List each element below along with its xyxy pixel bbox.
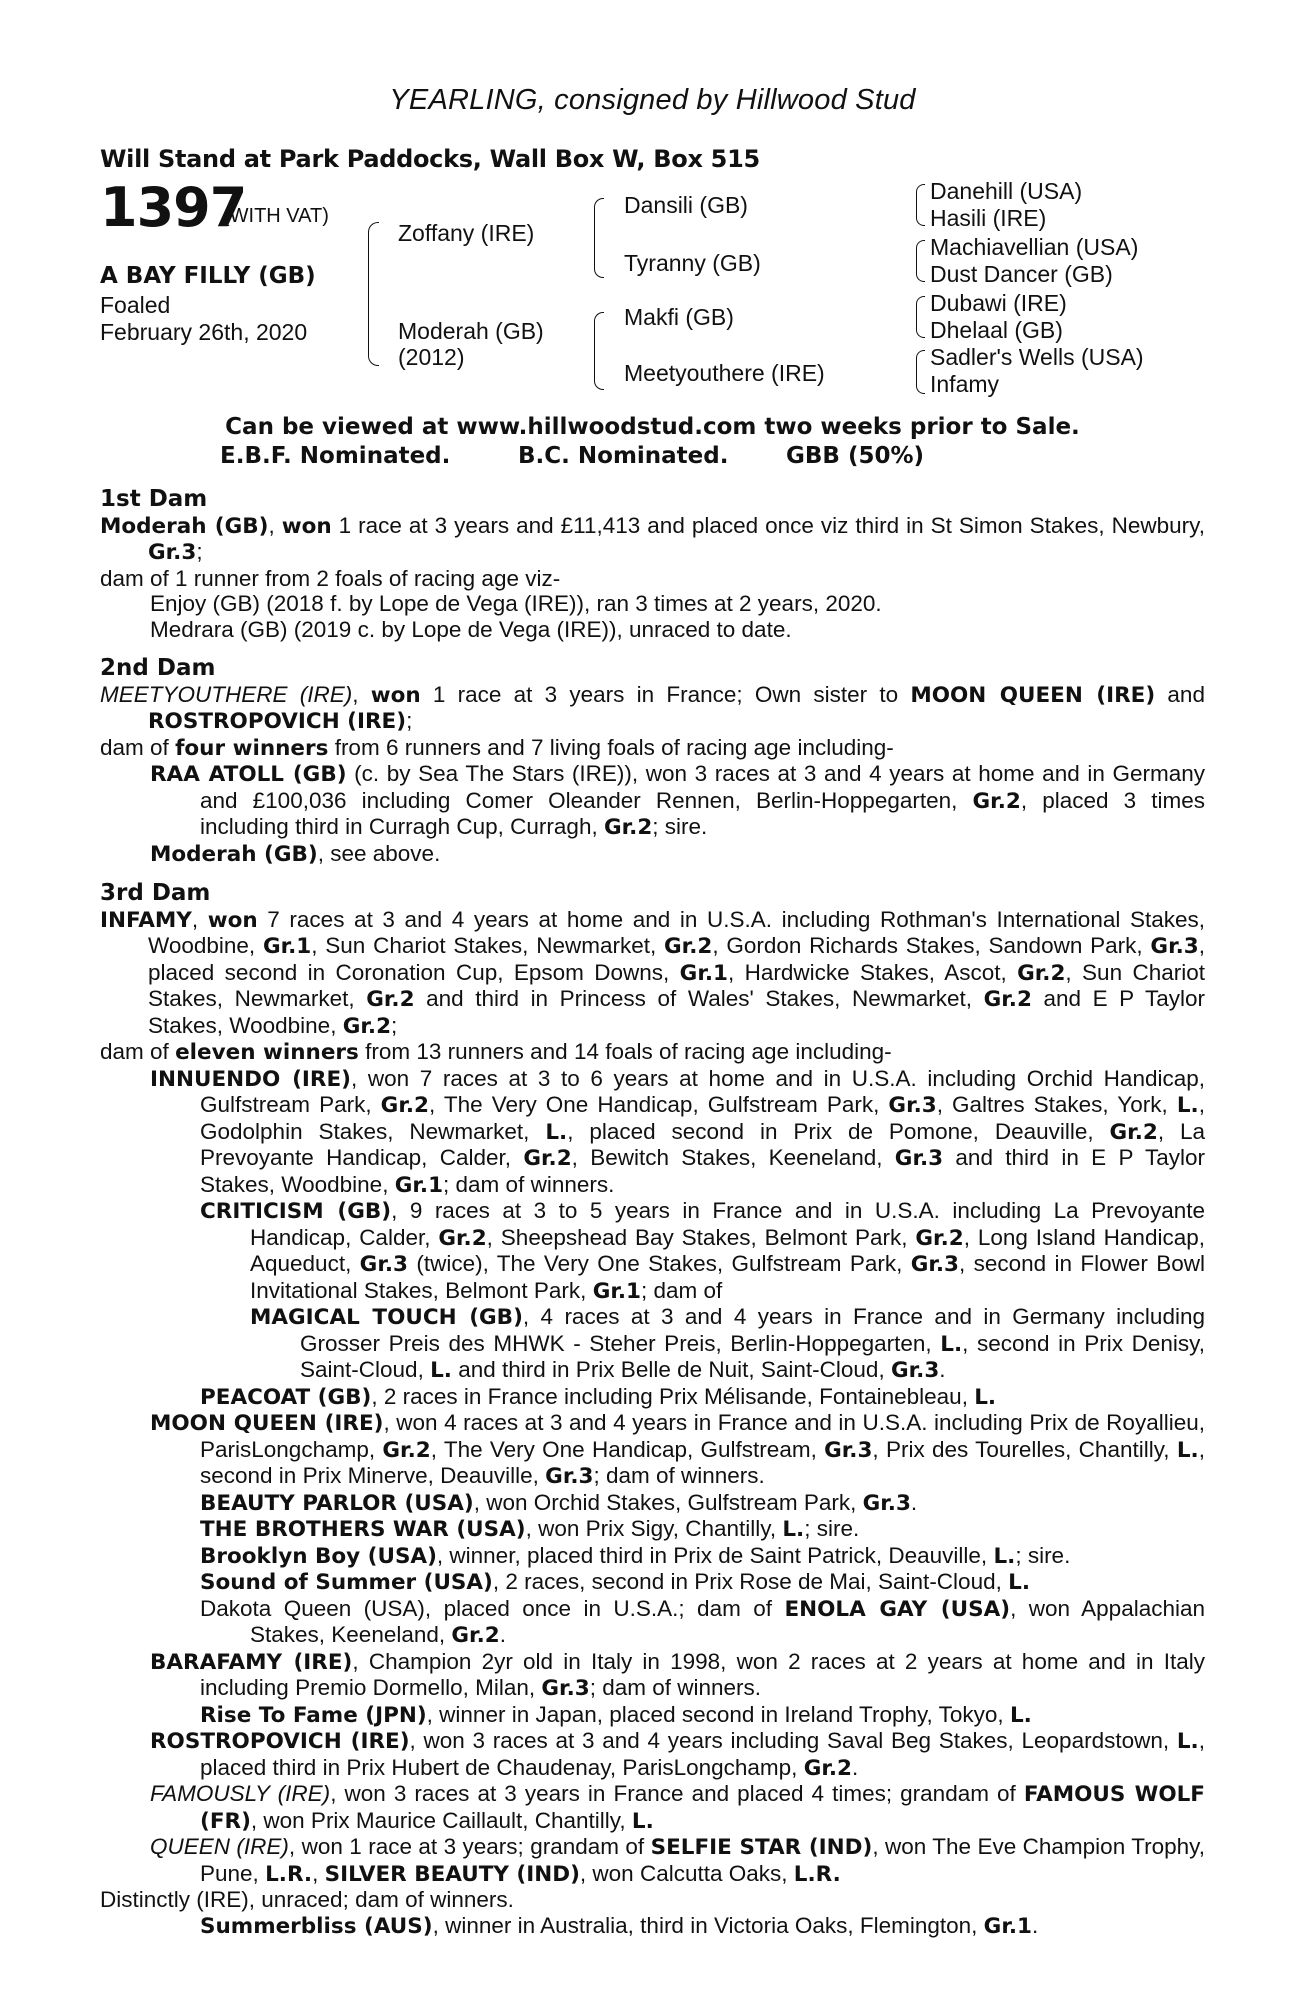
pedigree-sire-sire: Dansili (GB): [624, 192, 748, 218]
text-run: .: [939, 1357, 946, 1382]
bold-text: Gr.3: [890, 1358, 940, 1383]
text-run: , Godolphin Stakes, Newmarket,: [200, 1092, 1205, 1144]
bold-text: four winners: [175, 735, 329, 761]
bold-text: L.: [1009, 1702, 1032, 1728]
text-run: , won Appalachian Stakes, Keeneland,: [250, 1595, 1206, 1647]
bold-text: ROSTROPOVICH (IRE): [148, 709, 407, 734]
bold-text: Gr.1: [262, 934, 312, 959]
text-run: and third in Princess of Wales' Stakes, Newmarket,: [426, 986, 973, 1011]
bold-text: Gr.3: [824, 1437, 873, 1463]
bold-text: MOON QUEEN (IRE): [150, 1411, 384, 1436]
text-run: dam of: [100, 734, 169, 760]
bc-nomination: B.C. Nominated.: [518, 443, 729, 469]
bold-text: L.: [545, 1119, 568, 1145]
italic-text: MEETYOUTHERE (IRE): [100, 681, 353, 707]
text-run: and third in Prix Belle de Nuit, Saint-Cloud,: [458, 1357, 885, 1382]
text-run: , Long Island Handicap, Aqueduct,: [250, 1224, 1205, 1276]
bold-text: L.: [430, 1358, 452, 1383]
text-run: (twice), The Very One Stakes, Gulfstream Park,: [416, 1251, 903, 1276]
bold-text: Gr.2: [342, 1013, 392, 1039]
bold-text: L.R.: [265, 1861, 313, 1887]
text-run: , placed second in Coronation Cup, Epsom Downs,: [148, 933, 1205, 985]
bold-text: RAA ATOLL (GB): [150, 762, 347, 787]
produce-item: Distinctly (IRE), unraced; dam of winners.: [100, 1887, 514, 1912]
text-run: , won Prix Sigy, Chantilly,: [525, 1516, 777, 1541]
bold-text: BARAFAMY (IRE): [150, 1649, 353, 1675]
pedigree-g7: Sadler's Wells (USA): [930, 344, 1144, 370]
bold-text: L.: [631, 1808, 654, 1834]
produce-item: [100, 1781, 1205, 1834]
bold-text: INNUENDO (IRE): [150, 1066, 351, 1092]
viewing-note: Can be viewed at www.hillwoodstud.com two weeks prior to Sale.: [225, 414, 1080, 440]
produce-item: [100, 1516, 1205, 1543]
produce-item: [100, 1702, 1205, 1729]
pedigree-g8: Infamy: [930, 371, 1000, 397]
pedigree-g6: Dhelaal (GB): [930, 317, 1063, 343]
produce-record: [100, 487, 1205, 1939]
produce-item: [100, 1490, 1205, 1517]
text-run: ; sire.: [652, 814, 708, 839]
bold-text: won: [370, 682, 421, 708]
text-run: , The Very One Handicap, Gulfstream Park,: [428, 1092, 880, 1117]
text-run: , won 4 races at 3 and 4 years in France and in U.S.A. including Prix de Royallieu, ParisLongchamp,: [200, 1410, 1205, 1462]
text-run: , Galtres Stakes, York,: [936, 1092, 1168, 1117]
bold-text: Gr.3: [541, 1676, 590, 1701]
bold-text: Gr.3: [545, 1464, 594, 1489]
text-run: , 2 races in France including Prix Mélisande, Fontainebleau,: [371, 1383, 968, 1409]
pedigree-dam-dam: Meetyouthere (IRE): [624, 360, 825, 386]
text-run: , Sheepshead Bay Stakes, Belmont Park,: [486, 1224, 908, 1250]
bold-text: Gr.1: [394, 1172, 444, 1198]
bold-text: FAMOUS WOLF (FR): [200, 1782, 1205, 1834]
bold-text: Sound of Summer (USA): [200, 1570, 493, 1595]
section-second-dam-title: 2nd Dam: [100, 655, 216, 681]
bold-text: L.: [940, 1331, 963, 1357]
pedigree-sire-dam: Tyranny (GB): [624, 250, 761, 276]
bold-text: PEACOAT (GB): [200, 1384, 372, 1410]
text-run: , won 3 races at 3 and 4 years including Saval Beg Stakes, Leopardstown,: [409, 1728, 1170, 1753]
produce-item: Medrara (GB) (2019 c. by Lope de Vega (IRE)), unraced to date.: [150, 616, 792, 642]
ebf-nomination: E.B.F. Nominated.: [220, 443, 451, 469]
text-run: ,: [191, 906, 199, 932]
bold-text: Rise To Fame (JPN): [200, 1702, 427, 1728]
produce-item: [100, 1304, 1205, 1384]
bold-text: Brooklyn Boy (USA): [200, 1543, 437, 1569]
bold-text: won: [207, 907, 258, 933]
bold-text: MOON QUEEN (IRE): [910, 682, 1156, 708]
horse-description: A BAY FILLY (GB): [100, 263, 316, 289]
pedigree-bracket-main: [368, 222, 379, 366]
produce-item: [100, 1834, 1205, 1887]
produce-item: [100, 761, 1205, 841]
bold-text: SELFIE STAR (IND): [650, 1835, 873, 1860]
text-run: ; sire.: [804, 1516, 860, 1541]
bold-text: Gr.2: [523, 1146, 572, 1171]
third-dam-record: [100, 907, 1205, 1040]
produce-item: Enjoy (GB) (2018 f. by Lope de Vega (IRE)), ran 3 times at 2 years, 2020.: [150, 591, 882, 616]
text-run: , Bewitch Stakes, Keeneland,: [571, 1145, 883, 1170]
text-run: , second in Flower Bowl Invitational Stakes, Belmont Park,: [250, 1251, 1205, 1303]
bold-text: SILVER BEAUTY (IND): [324, 1861, 580, 1887]
produce-item: [100, 1384, 1205, 1411]
text-run: , won The Eve Champion Trophy, Pune,: [200, 1834, 1205, 1886]
text-run: , The Very One Handicap, Gulfstream,: [430, 1436, 817, 1462]
bold-text: ENOLA GAY (USA): [784, 1596, 1011, 1622]
text-run: , won Prix Maurice Caillault, Chantilly,: [250, 1807, 626, 1833]
third-dam-produce-summary: [100, 1039, 1205, 1066]
consignment-line: YEARLING, consigned by Hillwood Stud: [389, 84, 916, 116]
pedigree-dam: Moderah (GB): [398, 318, 544, 344]
bold-text: Gr.2: [664, 934, 713, 959]
text-run: , placed second in Prix de Pomone, Deauville,: [567, 1118, 1094, 1144]
first-dam-record: Moderah (GB), won 1 race at 3 years and £11,413 and placed once viz third in St Simon Stakes, Newbury, Gr.3;: [100, 512, 1205, 565]
produce-item: [100, 1649, 1205, 1702]
produce-item: [100, 1066, 1205, 1199]
pedigree-brace-4: [916, 350, 925, 394]
bold-text: Gr.1: [679, 960, 728, 986]
bold-text: Gr.2: [366, 987, 415, 1012]
gbb-note: GBB (50%): [786, 443, 925, 469]
bold-text: Gr.2: [382, 1437, 431, 1463]
text-run: , won 3 races at 3 years in France and placed 4 times; grandam of: [330, 1781, 1016, 1806]
text-run: ; dam of: [641, 1277, 723, 1303]
stand-location: Will Stand at Park Paddocks, Wall Box W, Box 515: [100, 145, 760, 173]
produce-item: [100, 1198, 1205, 1304]
pedigree-g2: Hasili (IRE): [930, 205, 1047, 231]
text-run: , won 7 races at 3 to 6 years at home and in U.S.A. including Orchid Handicap, Gulfstream Park,: [200, 1065, 1205, 1117]
pedigree-g1: Danehill (USA): [930, 178, 1083, 204]
bold-text: Summerbliss (AUS): [200, 1913, 433, 1939]
text-run: , won Calcutta Oaks,: [579, 1860, 788, 1886]
text-run: , 2 races, second in Prix Rose de Mai, Saint-Cloud,: [492, 1569, 1002, 1594]
produce-item: [100, 1596, 1205, 1649]
bold-text: Gr.1: [592, 1278, 641, 1304]
text-run: ;: [196, 539, 203, 564]
pedigree-dam-sire: Makfi (GB): [624, 304, 734, 330]
produce-item: [100, 1410, 1205, 1490]
text-run: 1 race at 3 years in France; Own sister to: [432, 681, 899, 707]
text-run: , winner, placed third in Prix de Saint Patrick, Deauville,: [436, 1542, 988, 1568]
lot-number: 1397: [100, 176, 247, 239]
bold-text: Gr.3: [148, 540, 197, 565]
text-run: , Champion 2yr old in Italy in 1998, won 2 races at 2 years at home and in Italy including Premio Dormello, Milan,: [200, 1648, 1205, 1700]
bold-text: THE BROTHERS WAR (USA): [200, 1517, 526, 1542]
first-dam-produce-summary: dam of 1 runner from 2 foals of racing age viz-: [100, 565, 561, 591]
text-run: and third in E P Taylor Stakes, Woodbine,: [200, 1145, 1205, 1197]
bold-text: L.: [782, 1517, 805, 1542]
bold-text: Gr.3: [862, 1490, 911, 1516]
bold-text: L.: [1008, 1570, 1030, 1595]
text-run: , placed 3 times including third in Curragh Cup, Curragh,: [200, 787, 1205, 839]
text-run: dam of: [100, 1039, 169, 1064]
text-run: , Sun Chariot Stakes, Newmarket,: [311, 933, 657, 958]
text-run: ,: [352, 681, 359, 707]
text-run: Dakota Queen (USA), placed once in U.S.A.; dam of: [200, 1595, 773, 1621]
bold-text: Gr.1: [983, 1913, 1032, 1939]
bold-text: eleven winners: [175, 1040, 359, 1065]
bold-text: Gr.2: [972, 788, 1021, 814]
text-run: , second in Prix Minerve, Deauville,: [200, 1436, 1205, 1488]
italic-text: QUEEN (IRE): [150, 1834, 289, 1859]
second-dam-produce-summary: [100, 735, 1205, 762]
bold-text: L.: [1176, 1437, 1199, 1463]
foaled-date: February 26th, 2020: [100, 319, 308, 345]
text-run: , winner in Japan, placed second in Ireland Trophy, Tokyo,: [426, 1701, 1004, 1727]
bold-text: CRITICISM (GB): [200, 1199, 392, 1224]
section-first-dam-title: 1st Dam: [100, 486, 208, 512]
text-run: , winner in Australia, third in Victoria Oaks, Flemington,: [432, 1912, 978, 1938]
bold-text: Gr.3: [1150, 934, 1199, 959]
text-run: from 13 runners and 14 foals of racing age including-: [365, 1039, 892, 1064]
bold-text: ROSTROPOVICH (IRE): [150, 1729, 410, 1754]
text-run: and E P Taylor Stakes, Woodbine,: [148, 986, 1205, 1038]
produce-item: [100, 1728, 1205, 1781]
bold-text: BEAUTY PARLOR (USA): [200, 1490, 474, 1516]
bold-text: Gr.2: [438, 1225, 487, 1251]
text-run: .: [499, 1622, 506, 1647]
pedigree-bracket-dam: [594, 312, 604, 390]
section-third-dam-title: 3rd Dam: [100, 880, 211, 906]
produce-item: [100, 1569, 1205, 1596]
bold-text: Gr.3: [910, 1252, 960, 1277]
produce-item: [100, 1913, 1205, 1940]
pedigree-dam-year: (2012): [398, 344, 465, 370]
text-run: 1 race at 3 years and £11,413 and placed once viz third in St Simon Stakes, Newbury,: [338, 512, 1205, 538]
text-run: , Prix des Tourelles, Chantilly,: [872, 1436, 1170, 1462]
bold-text: Gr.2: [1017, 960, 1066, 986]
text-run: ; dam of winners.: [443, 1171, 615, 1197]
bold-text: MAGICAL TOUCH (GB): [250, 1305, 523, 1330]
bold-text: Gr.3: [894, 1146, 944, 1171]
text-run: 7 races at 3 and 4 years at home and in U.S.A. including Rothman's International Stakes, Woodbine,: [148, 906, 1205, 958]
bold-text: Moderah (GB): [100, 513, 269, 539]
produce-item: [100, 841, 1205, 868]
text-run: , Hardwicke Stakes, Ascot,: [727, 959, 1007, 985]
text-run: ;: [406, 708, 413, 733]
text-run: ,: [312, 1860, 319, 1886]
bold-text: Gr.2: [803, 1755, 853, 1781]
bold-text: Gr.2: [451, 1623, 500, 1648]
bold-text: won: [281, 513, 332, 539]
bold-text: Gr.3: [359, 1252, 408, 1277]
second-dam-record: [100, 682, 1205, 735]
bold-text: INFAMY: [100, 907, 192, 933]
foaled-label: Foaled: [100, 292, 171, 318]
bold-text: Gr.3: [888, 1093, 937, 1118]
text-run: , Sun Chariot Stakes, Newmarket,: [148, 959, 1205, 1011]
bold-text: Gr.2: [1109, 1119, 1158, 1145]
produce-item: [100, 1543, 1205, 1570]
text-run: , La Prevoyante Handicap, Calder,: [200, 1118, 1205, 1170]
bold-text: Gr.2: [603, 815, 653, 840]
text-run: .: [1031, 1912, 1039, 1938]
pedigree-brace-3: [916, 296, 925, 338]
bold-text: Moderah (GB): [150, 841, 318, 867]
text-run: , second in Prix Denisy, Saint-Cloud,: [300, 1330, 1205, 1382]
bold-text: L.: [1176, 1729, 1199, 1754]
bold-text: L.: [1176, 1093, 1199, 1118]
pedigree-g4: Dust Dancer (GB): [930, 261, 1113, 287]
text-run: ; dam of winners.: [593, 1463, 765, 1488]
bold-text: L.: [993, 1543, 1016, 1569]
text-run: ; sire.: [1015, 1542, 1071, 1568]
text-run: and: [1167, 681, 1205, 707]
pedigree-sire: Zoffany (IRE): [398, 220, 535, 246]
text-run: , Gordon Richards Stakes, Sandown Park,: [712, 933, 1143, 958]
text-run: , placed third in Prix Hubert de Chaudenay, ParisLongchamp,: [200, 1728, 1205, 1780]
pedigree-g5: Dubawi (IRE): [930, 290, 1067, 316]
text-run: , see above.: [317, 840, 441, 866]
bold-text: Gr.2: [915, 1225, 964, 1251]
bold-text: L.: [974, 1384, 997, 1410]
text-run: ;: [391, 1012, 398, 1038]
pedigree-brace-1: [916, 184, 925, 226]
text-run: , won Orchid Stakes, Gulfstream Park,: [473, 1489, 857, 1515]
text-run: , 9 races at 3 to 5 years in France and in U.S.A. including La Prevoyante Handicap, Calder,: [250, 1198, 1205, 1250]
bold-text: Gr.2: [983, 987, 1032, 1012]
bold-text: Gr.2: [380, 1093, 429, 1118]
text-run: .: [910, 1489, 918, 1515]
lot-vat: (WITH VAT): [223, 205, 329, 227]
text-run: ; dam of winners.: [589, 1675, 762, 1700]
text-run: (c. by Sea The Stars (IRE)), won 3 races at 3 and 4 years at home and in Germany and £100,036 including Comer Oleander Rennen, Berlin-Hoppegarten,: [200, 761, 1205, 813]
text-run: from 6 runners and 7 living foals of racing age including-: [334, 734, 894, 760]
pedigree-brace-2: [916, 240, 925, 282]
pedigree-g3: Machiavellian (USA): [930, 234, 1139, 260]
text-run: , 4 races at 3 and 4 years in France and in Germany including Grosser Preis des MHWK - Steher Preis, Berlin-Hoppegarten,: [300, 1304, 1205, 1356]
pedigree-bracket-sire: [594, 198, 604, 278]
italic-text: FAMOUSLY (IRE): [150, 1781, 331, 1806]
text-run: .: [852, 1754, 859, 1780]
text-run: , won 1 race at 3 years; grandam of: [288, 1834, 645, 1859]
bold-text: L.R.: [793, 1861, 841, 1887]
